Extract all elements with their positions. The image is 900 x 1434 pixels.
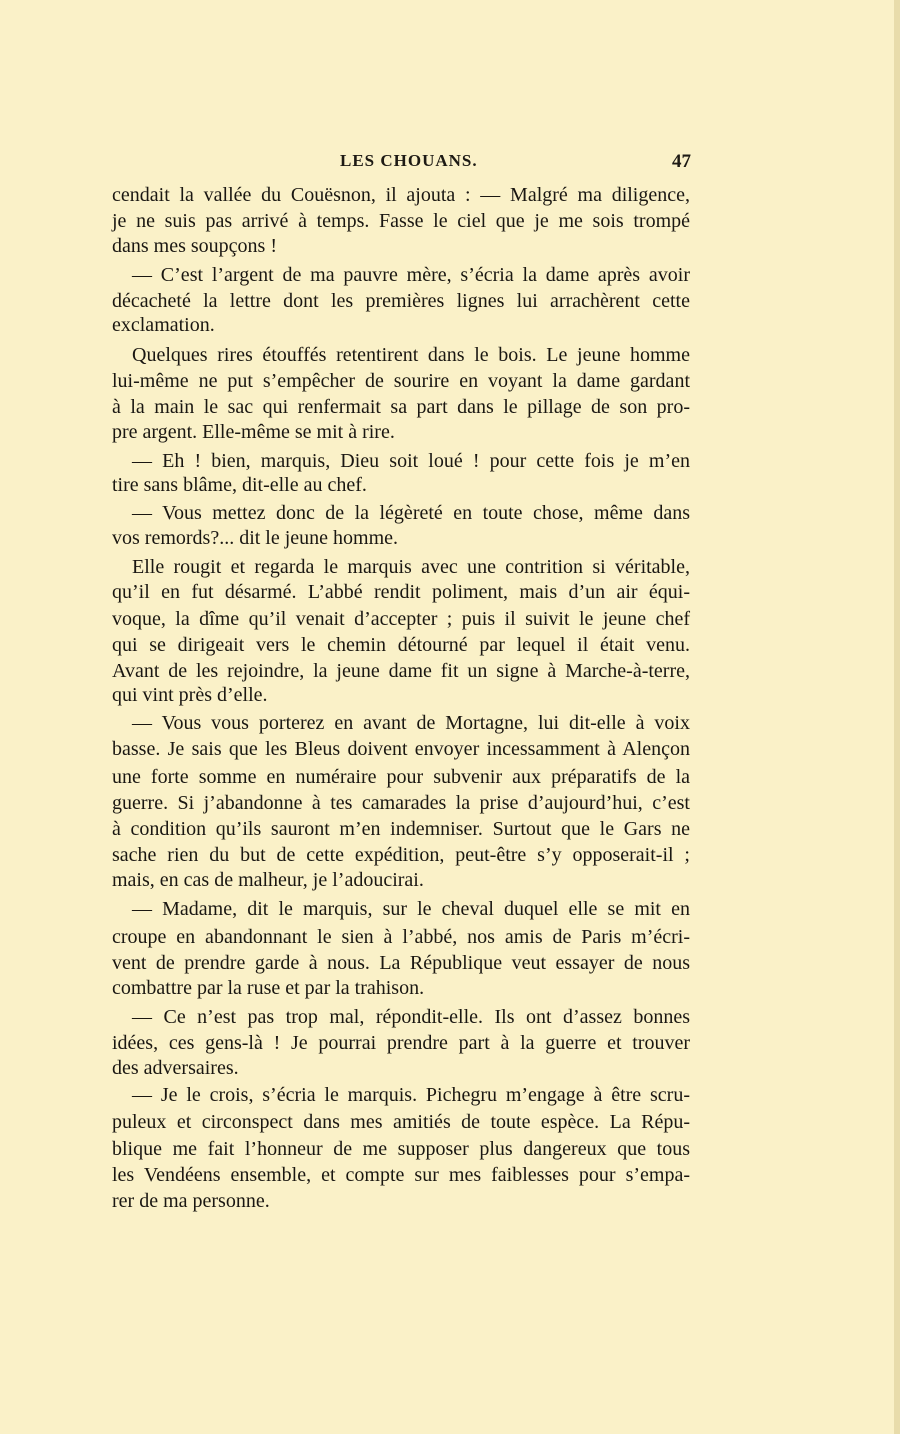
text-line: des adversaires. (112, 1057, 239, 1079)
text-line: qui vint près d’elle. (112, 684, 268, 706)
text-line: idées, ces gens-là ! Je pourrai prendre part à la guerre et trouver (112, 1032, 690, 1054)
text-line: — Ce n’est pas trop mal, répondit-elle. Ils ont d’assez bonnes (132, 1006, 690, 1028)
text-line: sache rien du but de cette expédition, peut-être s’y opposerait-il ; (112, 844, 690, 866)
text-line: cendait la vallée du Couësnon, il ajouta : — Malgré ma diligence, (112, 184, 690, 206)
text-line: combattre par la ruse et par la trahison. (112, 977, 425, 999)
page-edge (894, 0, 900, 1434)
text-line: dans mes soupçons ! (112, 235, 277, 257)
text-line: voque, la dîme qu’il venait d’accepter ; puis il suivit le jeune chef (112, 608, 690, 630)
text-line: — C’est l’argent de ma pauvre mère, s’écria la dame après avoir (132, 264, 690, 286)
text-line: vent de prendre garde à nous. La République veut essayer de nous (112, 952, 690, 974)
text-line: puleux et circonspect dans mes amitiés de toute espèce. La Répu- (112, 1111, 690, 1133)
text-line: à la main le sac qui renfermait sa part dans le pillage de son pro- (112, 396, 690, 418)
text-line: qui se dirigeait vers le chemin détourné par lequel il était venu. (112, 634, 690, 656)
text-line: basse. Je sais que les Bleus doivent envoyer incessamment à Alençon (112, 738, 690, 760)
text-line: qu’il en fut désarmé. L’abbé rendit poliment, mais d’un air équi- (112, 581, 690, 603)
text-line: mais, en cas de malheur, je l’adoucirai. (112, 869, 424, 891)
text-line: blique me fait l’honneur de me supposer plus dangereux que tous (112, 1138, 690, 1160)
text-line: croupe en abandonnant le sien à l’abbé, nos amis de Paris m’écri- (112, 926, 690, 948)
text-line: — Vous vous porterez en avant de Mortagne, lui dit-elle à voix (132, 712, 690, 734)
text-line: à condition qu’ils sauront m’en indemniser. Surtout que le Gars ne (112, 818, 690, 840)
text-line: décacheté la lettre dont les premières lignes lui arrachèrent cette (112, 290, 690, 312)
running-title: LES CHOUANS. (340, 151, 478, 170)
text-line: exclamation. (112, 314, 215, 336)
text-line: — Eh ! bien, marquis, Dieu soit loué ! pour cette fois je m’en (132, 450, 690, 472)
text-line: pre argent. Elle-même se mit à rire. (112, 421, 395, 443)
text-line: Elle rougit et regarda le marquis avec une contrition si véritable, (132, 556, 690, 578)
text-line: — Je le crois, s’écria le marquis. Pichegru m’engage à être scru- (132, 1084, 690, 1106)
text-line: une forte somme en numéraire pour subvenir aux préparatifs de la (112, 766, 690, 788)
text-line: guerre. Si j’abandonne à tes camarades la prise d’aujourd’hui, c’est (112, 792, 690, 814)
text-line: Avant de les rejoindre, la jeune dame fit un signe à Marche-à-terre, (112, 660, 690, 682)
text-line: je ne suis pas arrivé à temps. Fasse le ciel que je me sois trompé (112, 210, 690, 232)
text-line: tire sans blâme, dit-elle au chef. (112, 474, 367, 496)
text-line: vos remords?... dit le jeune homme. (112, 527, 399, 549)
text-line: — Madame, dit le marquis, sur le cheval duquel elle se mit en (132, 898, 690, 920)
text-line: — Vous mettez donc de la légèreté en toute chose, même dans (132, 502, 690, 524)
text-line: les Vendéens ensemble, et compte sur mes faiblesses pour s’empa- (112, 1164, 690, 1186)
text-line: Quelques rires étouffés retentirent dans le bois. Le jeune homme (132, 344, 690, 366)
page-number: 47 (672, 151, 691, 172)
text-line: lui-même ne put s’empêcher de sourire en voyant la dame gardant (112, 370, 690, 392)
text-line: rer de ma personne. (112, 1190, 270, 1212)
